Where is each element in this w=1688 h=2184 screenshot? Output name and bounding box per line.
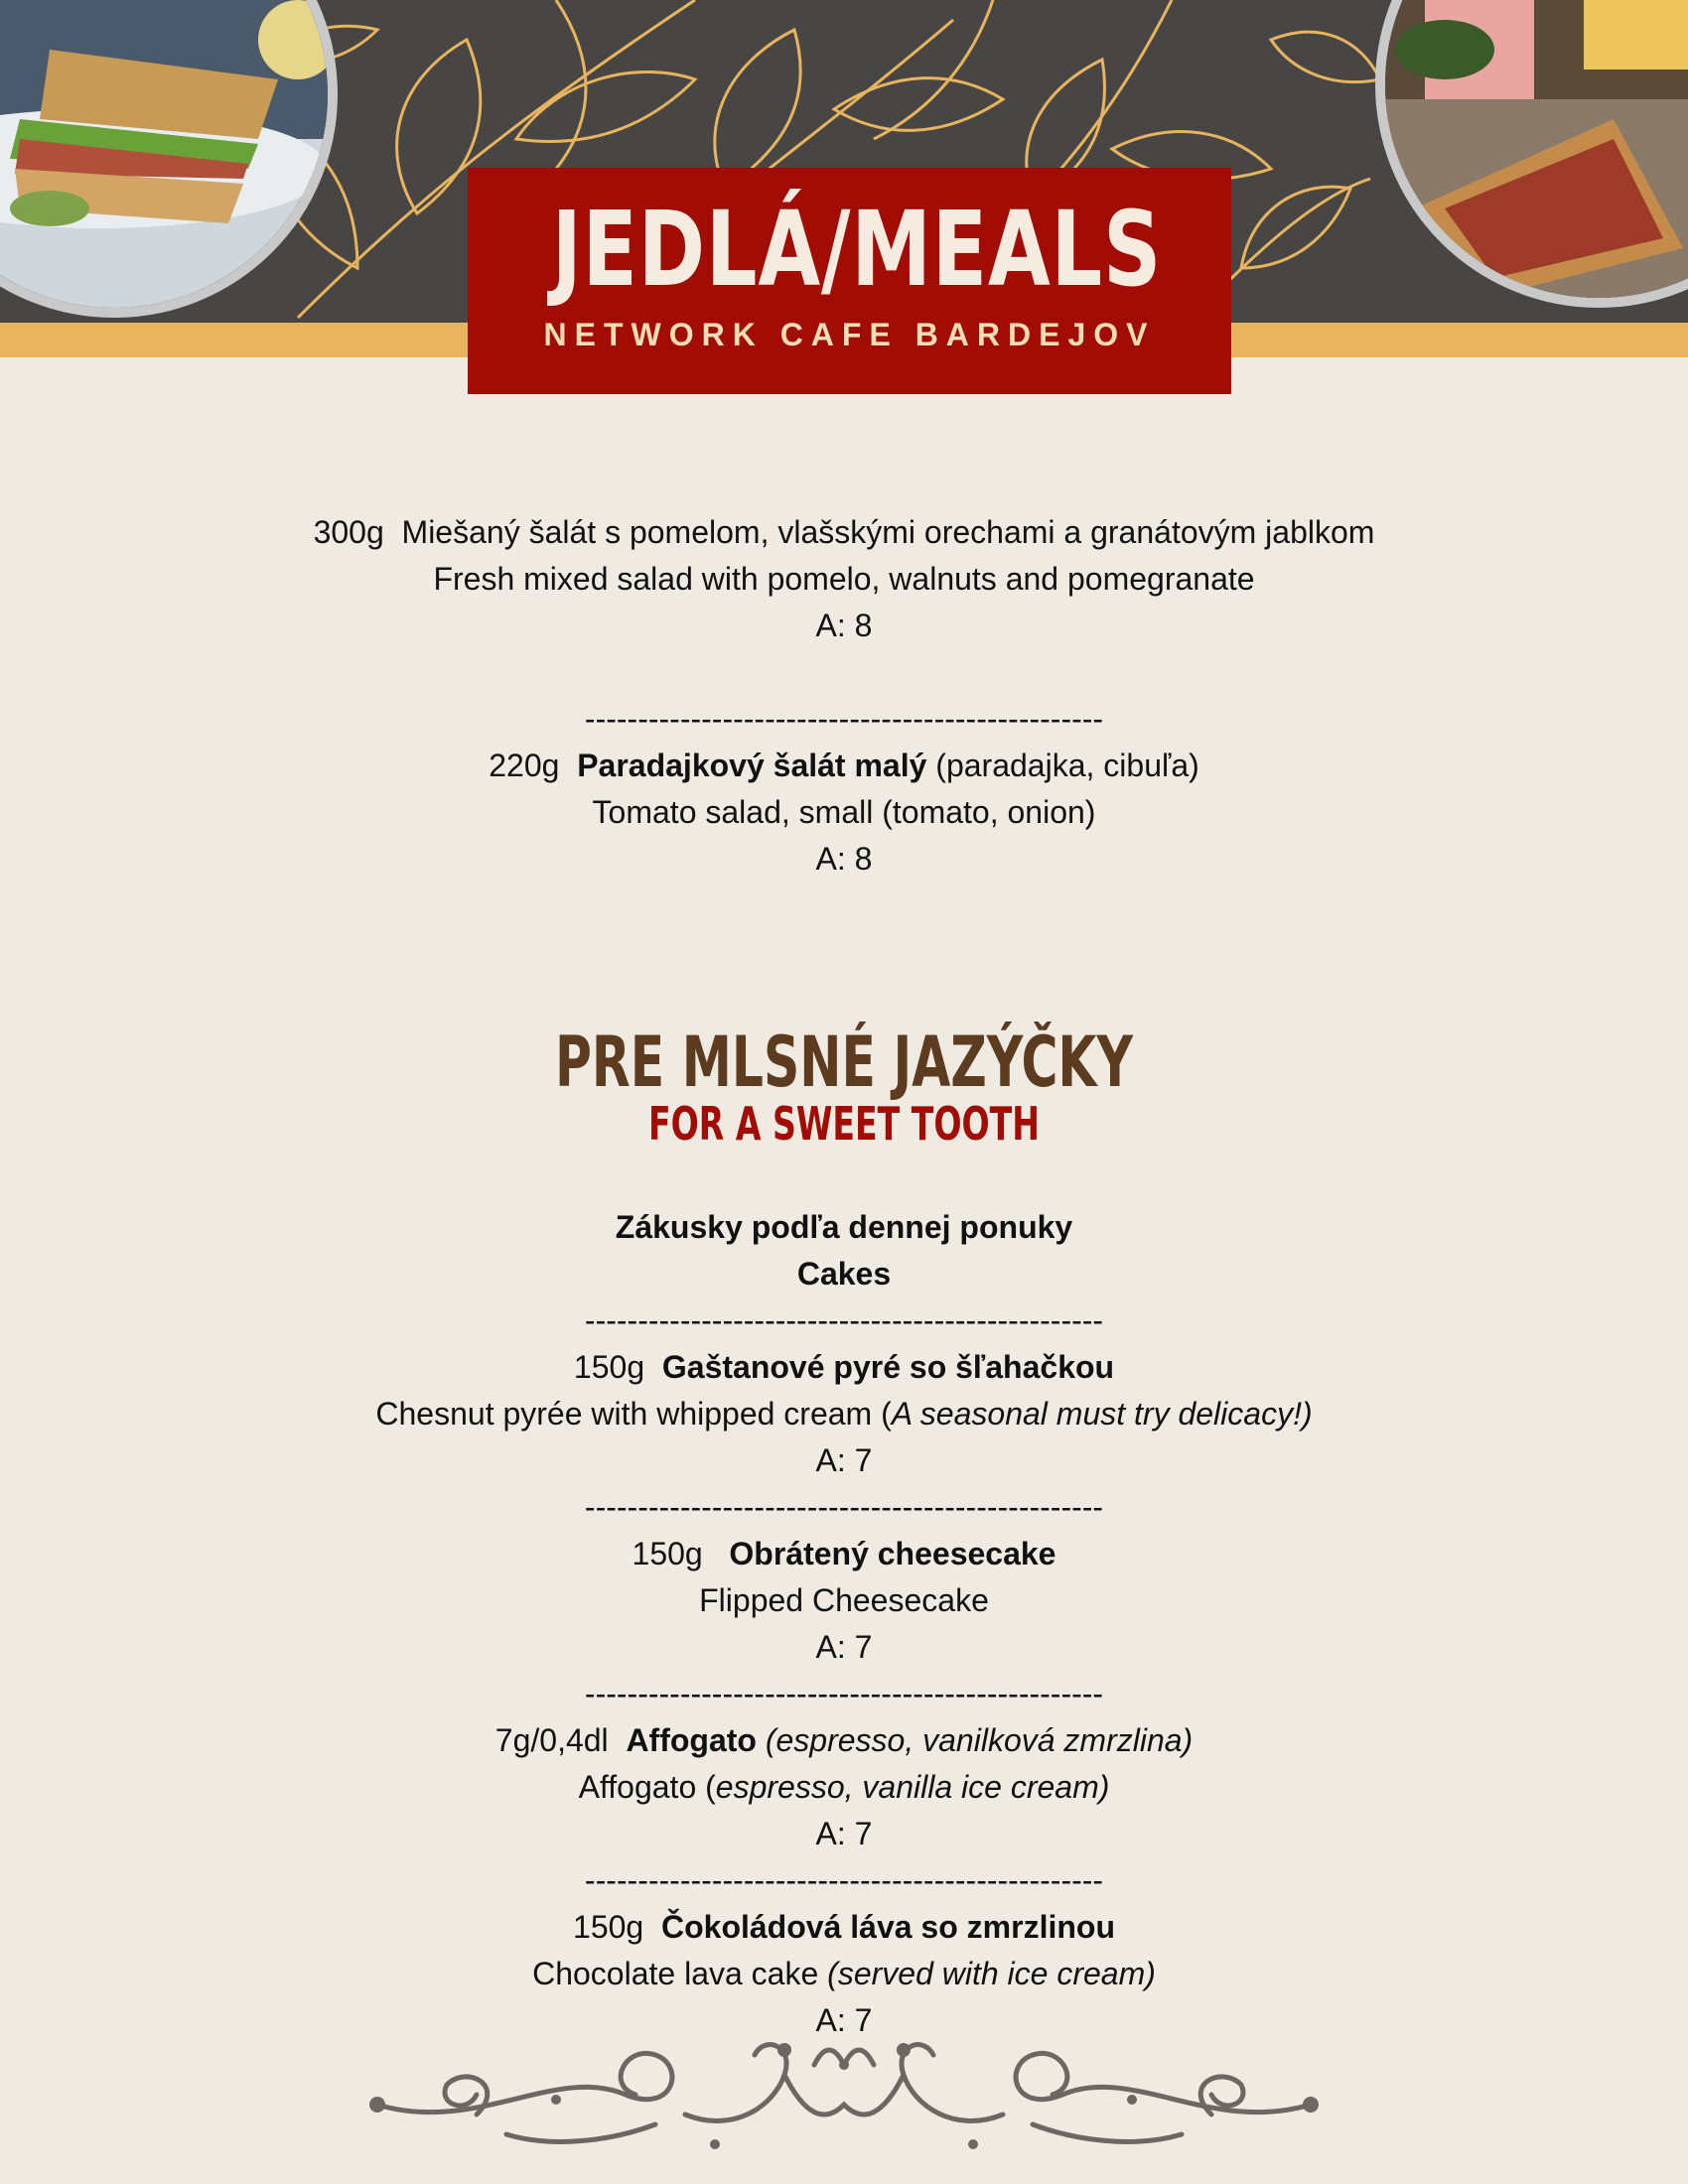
cafe-name: NETWORK CAFE BARDEJOV bbox=[543, 317, 1156, 352]
meal-weight: 220g bbox=[489, 748, 560, 783]
meal-name-sk: Paradajkový šalát malý bbox=[577, 748, 927, 783]
dessert-name-en: Chesnut pyrée with whipped cream ( bbox=[375, 1396, 892, 1432]
dessert-title-line bbox=[0, 1904, 1688, 1951]
meal-item bbox=[0, 743, 1688, 883]
section-subtitle: FOR A SWEET TOOTH bbox=[648, 1097, 1040, 1151]
dessert-name-en-line bbox=[0, 1764, 1688, 1811]
dessert-name-en: Chocolate lava cake bbox=[532, 1956, 828, 1991]
flourish-ornament bbox=[357, 2025, 1331, 2174]
dessert-item bbox=[0, 1531, 1688, 1671]
dessert-allergens: A: 7 bbox=[815, 1816, 873, 1851]
dessert-title-line bbox=[0, 1531, 1688, 1577]
dessert-name-sk: Affogato bbox=[626, 1722, 757, 1758]
dessert-allergens: A: 7 bbox=[815, 1629, 873, 1665]
meal-name-en: Fresh mixed salad with pomelo, walnuts and pomegranate bbox=[433, 561, 1255, 597]
meal-weight: 300g bbox=[313, 514, 384, 550]
separator: ------------------------------------------------- bbox=[584, 1489, 1104, 1525]
dessert-name-sk: Gaštanové pyré so šľahačkou bbox=[661, 1349, 1115, 1385]
menu-header bbox=[0, 0, 1688, 357]
dessert-name-en-line bbox=[0, 1951, 1688, 1997]
cakes-label-sk: Zákusky podľa dennej ponuky bbox=[615, 1209, 1073, 1245]
dessert-item bbox=[0, 1717, 1688, 1857]
dessert-name-en: Flipped Cheesecake bbox=[699, 1582, 989, 1618]
dessert-title-line bbox=[0, 1717, 1688, 1764]
page-title: JEDLÁ/MEALS bbox=[551, 189, 1163, 310]
dessert-name-en-note: espresso, vanilla ice cream) bbox=[715, 1769, 1110, 1805]
meal-allergens: A: 8 bbox=[815, 841, 873, 877]
dessert-list bbox=[0, 1204, 1688, 2044]
separator: ------------------------------------------------- bbox=[584, 1862, 1104, 1898]
dessert-weight: 150g bbox=[573, 1909, 644, 1945]
meal-title-line bbox=[0, 509, 1688, 556]
dessert-name-en-note: A seasonal must try delicacy!) bbox=[891, 1396, 1313, 1432]
dessert-name-en: Affogato ( bbox=[578, 1769, 716, 1805]
dessert-weight: 150g bbox=[632, 1536, 703, 1571]
dessert-title-line bbox=[0, 1344, 1688, 1391]
dessert-heading bbox=[0, 1022, 1688, 1151]
meal-name-en: Tomato salad, small (tomato, onion) bbox=[592, 794, 1096, 830]
dessert-item bbox=[0, 1344, 1688, 1484]
dessert-weight: 150g bbox=[573, 1349, 645, 1385]
dessert-name-en-line bbox=[0, 1391, 1688, 1437]
meals-list bbox=[0, 509, 1688, 883]
meal-name-sk: Miešaný šalát s pomelom, vlašskými orechami a granátovým jablkom bbox=[401, 514, 1375, 550]
meal-title-line bbox=[0, 743, 1688, 789]
dessert-allergens: A: 7 bbox=[815, 2002, 873, 2038]
meal-item bbox=[0, 509, 1688, 649]
cakes-label-en: Cakes bbox=[796, 1256, 892, 1292]
separator: ------------------------------------------------- bbox=[584, 1302, 1104, 1338]
dessert-name-sk: Obrátený cheesecake bbox=[729, 1536, 1056, 1571]
dessert-name-sk: Čokoládová láva so zmrzlinou bbox=[660, 1909, 1115, 1945]
title-banner bbox=[468, 168, 1231, 394]
separator: ------------------------------------------------- bbox=[584, 701, 1104, 737]
meal-allergens: A: 8 bbox=[815, 608, 873, 643]
dessert-weight: 7g/0,4dl bbox=[494, 1722, 609, 1758]
meal-detail-sk: (paradajka, cibuľa) bbox=[935, 748, 1199, 783]
section-title: PRE MLSNÉ JAZÝČKY bbox=[554, 1022, 1133, 1103]
dessert-item bbox=[0, 1904, 1688, 2044]
dessert-allergens: A: 7 bbox=[815, 1442, 873, 1478]
separator: ------------------------------------------------- bbox=[584, 1676, 1104, 1711]
dessert-detail-sk: (espresso, vanilková zmrzlina) bbox=[765, 1722, 1194, 1758]
dessert-name-en-note: (served with ice cream) bbox=[827, 1956, 1156, 1991]
